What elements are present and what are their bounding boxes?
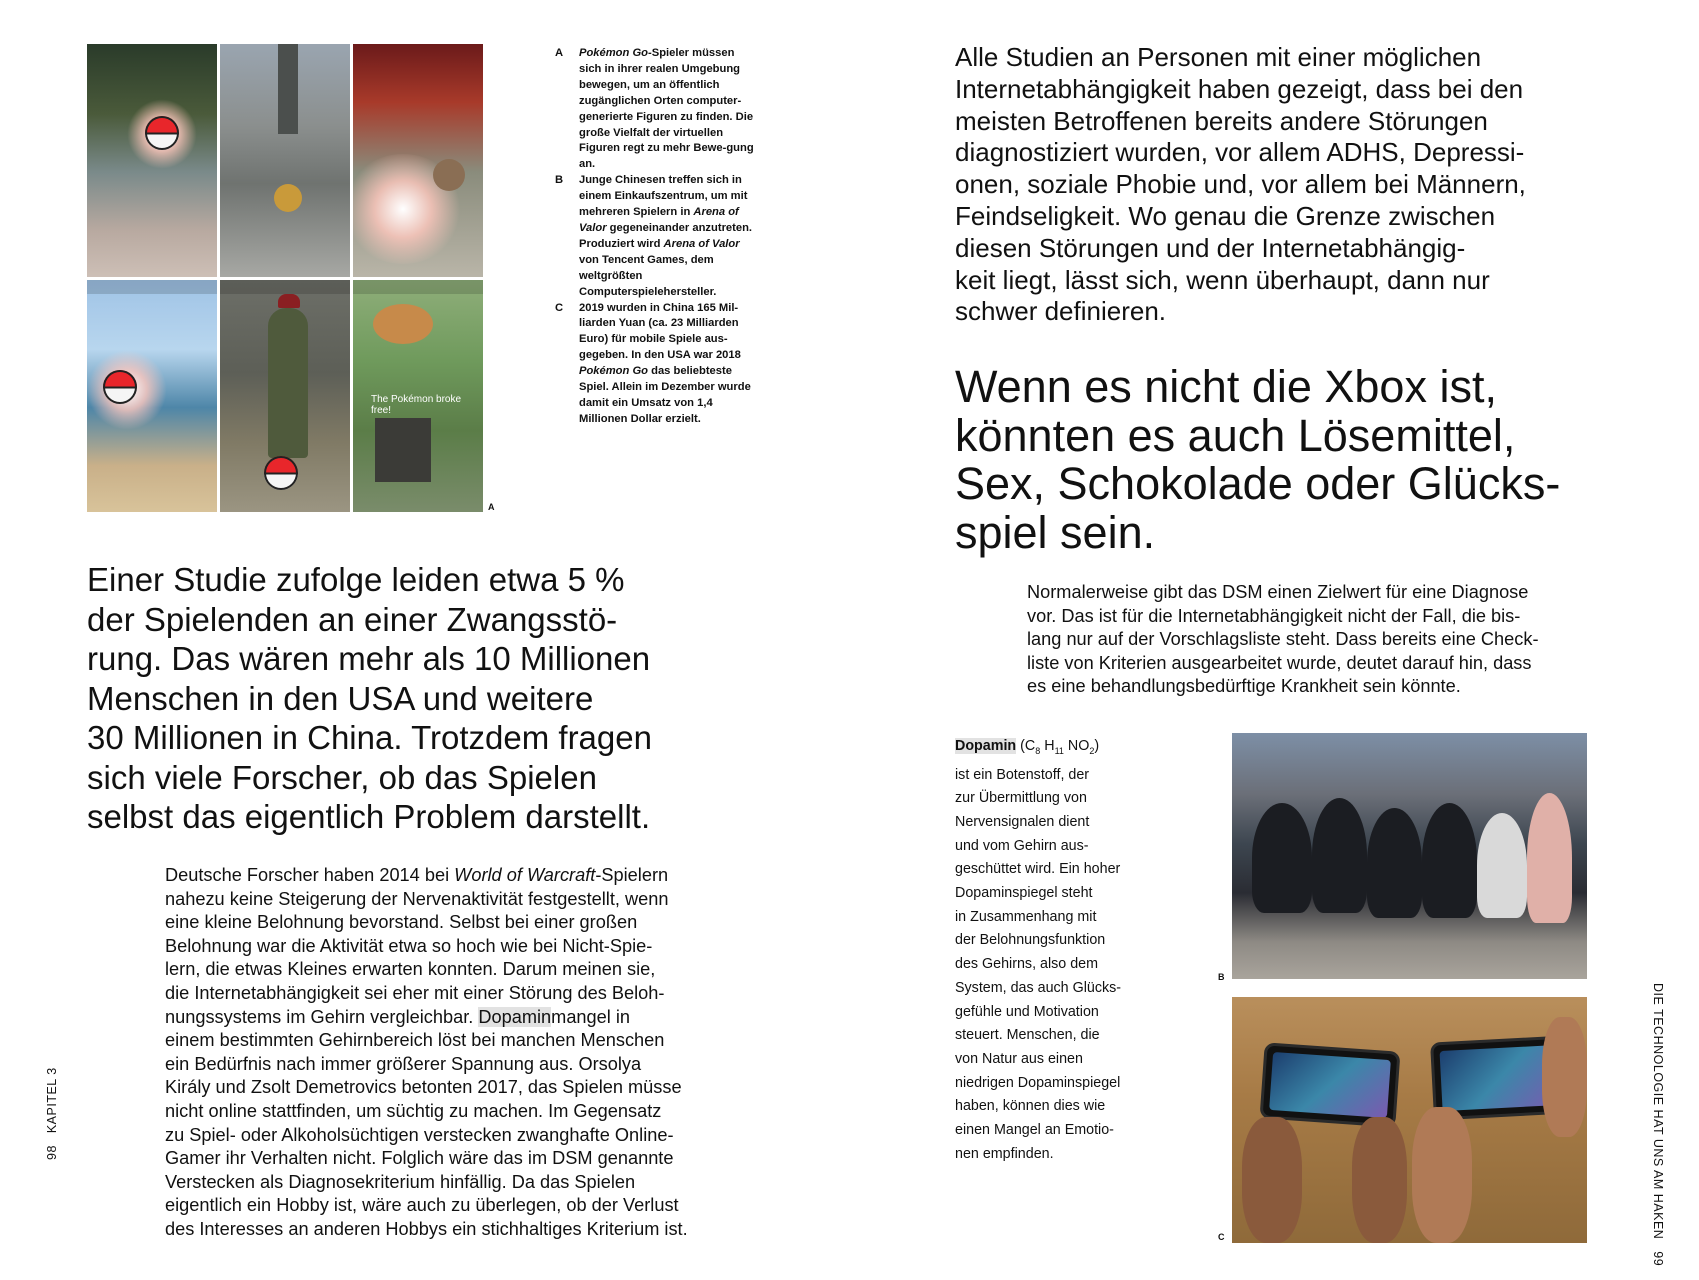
intro-line: meisten Betroffenen bereits andere Störungen bbox=[955, 105, 1488, 136]
note-line: Nervensignalen dient bbox=[955, 813, 1090, 830]
intro-line: diagnostiziert wurden, vor allem ADHS, Depressi- bbox=[955, 137, 1525, 168]
person-shape bbox=[1312, 798, 1367, 913]
running-head-right bbox=[1651, 983, 1665, 1266]
pokeball-icon bbox=[145, 116, 179, 150]
intro-line: schwer definieren. bbox=[955, 296, 1166, 327]
photo-grid-a bbox=[87, 44, 483, 512]
church-tower-shape bbox=[278, 44, 298, 134]
body-line: Normalerweise gibt das DSM einen Zielwert für eine Diagnose bbox=[1027, 582, 1529, 602]
body-line: nungssystems im Gehirn vergleichbar. Dopaminmangel in bbox=[165, 1006, 631, 1027]
note-line: gefühle und Motivation bbox=[955, 1003, 1099, 1020]
running-head-left bbox=[45, 1067, 59, 1160]
intro-line: onen, soziale Phobie und, vor allem bei Männern, bbox=[955, 169, 1526, 200]
body-line: Belohnung war die Aktivität etwa so hoch wie bei Nicht-Spie- bbox=[165, 935, 653, 956]
intro-line: Internetabhängigkeit haben gezeigt, dass bei den bbox=[955, 73, 1524, 104]
body-text-right bbox=[1027, 581, 1617, 699]
page-number-right: 99 bbox=[1651, 1251, 1665, 1267]
person-shape bbox=[1422, 803, 1477, 918]
note-line: des Gehirns, also dem bbox=[955, 956, 1099, 973]
photo-tile-5 bbox=[220, 280, 350, 513]
note-line: ist ein Botenstoff, der bbox=[955, 766, 1090, 783]
body-line: die Internetabhängigkeit sei eher mit einer Störung des Beloh- bbox=[165, 982, 665, 1003]
note-line: und vom Gehirn aus- bbox=[955, 837, 1089, 854]
chapter-title: DIE TECHNOLOGIE HAT UNS AM HAKEN bbox=[1651, 983, 1665, 1240]
photo-b-gamers-mall bbox=[1232, 733, 1587, 979]
hand-shape bbox=[1352, 1117, 1407, 1243]
note-line: haben, können dies wie bbox=[955, 1098, 1106, 1115]
hand-shape bbox=[1412, 1107, 1472, 1243]
pokeball-icon bbox=[103, 370, 137, 404]
body-line: Gamer ihr Verhalten nicht. Folglich wäre das im DSM genannte bbox=[165, 1148, 674, 1169]
chapter-label: KAPITEL 3 bbox=[45, 1067, 59, 1134]
intro-line: diesen Störungen und der Internetabhängig- bbox=[955, 232, 1466, 263]
caption-text: Junge Chinesen treffen sich in einem Einkaufszentrum, um mit mehreren Spielern in Arena of Valor gegeneinander anzutreten. Produziert wird Arena of Valor von Tencent Games, dem weltgrößten Computerspielehersteller. bbox=[579, 174, 753, 298]
caption-text: Pokémon Go-Spieler müssen sich in ihrer realen Umgebung bewegen, um an öffentlich zugänglichen Orten computer-generierte Figuren zu finden. Die große Vielfalt der virtuellen Figuren regt zu mehr Bewe-gung an. bbox=[579, 47, 754, 171]
photo-tile-3 bbox=[353, 44, 483, 277]
pull-quote bbox=[955, 363, 1615, 557]
note-line: zur Übermittlung von bbox=[955, 790, 1087, 807]
body-line: ein Bedürfnis nach immer größerer Spannung aus. Orsolya bbox=[165, 1053, 642, 1074]
pokemon-shape bbox=[274, 184, 302, 212]
quote-line: Wenn es nicht die Xbox ist, bbox=[955, 361, 1497, 412]
body-line: vor. Das ist für die Internetabhängigkeit nicht der Fall, die bis- bbox=[1027, 605, 1521, 626]
figure-label-c: C bbox=[1218, 1232, 1225, 1242]
person-shape bbox=[1477, 813, 1527, 918]
hand-shape bbox=[1542, 1017, 1587, 1137]
lead-line: 30 Millionen in China. Trotzdem fragen bbox=[87, 719, 652, 756]
quote-line: spiel sein. bbox=[955, 506, 1156, 558]
lead-line: Einer Studie zufolge leiden etwa 5 % bbox=[87, 561, 625, 598]
status-bar bbox=[220, 280, 350, 294]
body-line: Verstecken als Diagnosekriterium hinfällig. Da das Spielen bbox=[165, 1171, 636, 1192]
body-line: liste von Kriterien ausgearbeitet wurde, deutet darauf hin, dass bbox=[1027, 652, 1532, 673]
caption-a bbox=[555, 46, 755, 173]
caption-b bbox=[555, 173, 755, 300]
body-line: des Interesses an anderen Hobbys ein stichhaltiges Kriterium ist. bbox=[165, 1218, 688, 1239]
photo-c-phones bbox=[1232, 997, 1587, 1243]
pokemon-shape bbox=[373, 304, 433, 344]
figure-label-a: A bbox=[488, 502, 495, 512]
note-line: Dopamin ($C_8$ $H_{11}$ $NO_2$) bbox=[955, 738, 1100, 756]
beret-shape bbox=[278, 294, 300, 308]
body-text-left bbox=[165, 864, 745, 1242]
intro-line: Feindseligkeit. Wo genau die Grenze zwischen bbox=[955, 200, 1496, 231]
caption-letter: C bbox=[555, 301, 564, 314]
note-line: der Belohnungsfunktion bbox=[955, 932, 1106, 949]
person-shape bbox=[1527, 793, 1572, 923]
photo-overlay-text: The Pokémon broke free! bbox=[371, 393, 462, 416]
lead-line: selbst das eigentlich Problem darstellt. bbox=[87, 798, 651, 835]
body-line: Király und Zsolt Demetrovics betonten 2017, das Spielen müsse bbox=[165, 1077, 682, 1098]
memorial-stone-shape bbox=[375, 418, 431, 482]
body-line: es eine behandlungsbedürftige Krankheit sein könnte. bbox=[1027, 676, 1461, 697]
body-line: eine kleine Belohnung bevorstand. Selbst bei einer großen bbox=[165, 912, 638, 933]
photo-tile-4 bbox=[87, 280, 217, 513]
quote-line: könnten es auch Lösemittel, bbox=[955, 409, 1516, 461]
note-line: steuert. Menschen, die bbox=[955, 1027, 1100, 1044]
figure-label-b: B bbox=[1218, 972, 1225, 982]
note-line: einen Mangel an Emotio- bbox=[955, 1122, 1114, 1139]
body-line: lern, die etwas Kleines erwarten konnten. Darum meinen sie, bbox=[165, 959, 656, 980]
photo-tile-2 bbox=[220, 44, 350, 277]
note-line: von Natur aus einen bbox=[955, 1051, 1083, 1067]
photo-tile-1 bbox=[87, 44, 217, 277]
note-line: nen empfinden. bbox=[955, 1145, 1054, 1162]
note-line: Dopaminspiegel steht bbox=[955, 885, 1093, 902]
lead-line: rung. Das wären mehr als 10 Millionen bbox=[87, 640, 651, 677]
note-line: in Zusammenhang mit bbox=[955, 908, 1097, 925]
body-line: Deutsche Forscher haben 2014 bei World of Warcraft-Spielern bbox=[165, 865, 669, 885]
pokemon-shape bbox=[433, 159, 465, 191]
body-line: eigentlich ein Hobby ist, wäre auch zu überlegen, ob der Verlust bbox=[165, 1195, 679, 1216]
person-shape bbox=[1367, 808, 1422, 918]
hand-shape bbox=[1242, 1117, 1302, 1243]
caption-letter: B bbox=[555, 174, 564, 187]
lead-line: sich viele Forscher, ob das Spielen bbox=[87, 758, 597, 796]
phone-shape bbox=[1260, 1042, 1401, 1127]
lead-line: der Spielenden an einer Zwangsstö- bbox=[87, 600, 618, 638]
note-line: System, das auch Glücks- bbox=[955, 979, 1122, 996]
caption-text: 2019 wurden in China 165 Mil-liarden Yuan (ca. 23 Milliarden Euro) für mobile Spiele aus-gegeben. In den USA war 2018 Pokémon Go das beliebteste Spiel. Allein im Dezember wurde damit ein Umsatz von 1,4 Millionen Dollar erzielt. bbox=[579, 301, 751, 425]
intro-line: Alle Studien an Personen mit einer möglichen bbox=[955, 42, 1482, 72]
status-bar bbox=[87, 280, 217, 294]
body-line: einem bestimmten Gehirnbereich löst bei manchen Menschen bbox=[165, 1030, 665, 1051]
intro-line: keit liegt, lässt sich, wenn überhaupt, dann nur bbox=[955, 264, 1490, 295]
pokeball-icon bbox=[264, 456, 298, 490]
body-line: lang nur auf der Vorschlagsliste steht. Dass bereits eine Check- bbox=[1027, 629, 1539, 650]
lead-paragraph-left bbox=[87, 560, 727, 837]
dopamin-side-note bbox=[955, 735, 1155, 1167]
person-shape bbox=[1252, 803, 1312, 913]
page-number-left: 98 bbox=[45, 1145, 59, 1160]
phone-screen bbox=[1269, 1052, 1391, 1118]
note-line: geschüttet wird. Ein hoher bbox=[955, 861, 1121, 878]
body-line: nahezu keine Steigerung der Nervenaktivität festgestellt, wenn bbox=[165, 888, 669, 909]
caption-letter: A bbox=[555, 47, 564, 59]
caption-c bbox=[555, 301, 755, 428]
status-bar bbox=[353, 280, 483, 294]
soldier-shape bbox=[268, 308, 308, 458]
quote-line: Sex, Schokolade oder Glücks- bbox=[955, 458, 1561, 509]
lead-line: Menschen in den USA und weitere bbox=[87, 679, 594, 717]
figure-captions bbox=[555, 46, 755, 428]
note-line: niedrigen Dopaminspiegel bbox=[955, 1074, 1121, 1091]
body-line: nicht online stattfinden, um süchtig zu machen. Im Gegensatz bbox=[165, 1100, 662, 1121]
body-line: zu Spiel- oder Alkoholsüchtigen verstecken zwanghafte Online- bbox=[165, 1124, 674, 1145]
photo-tile-6 bbox=[353, 280, 483, 513]
intro-paragraph-right bbox=[955, 42, 1595, 328]
